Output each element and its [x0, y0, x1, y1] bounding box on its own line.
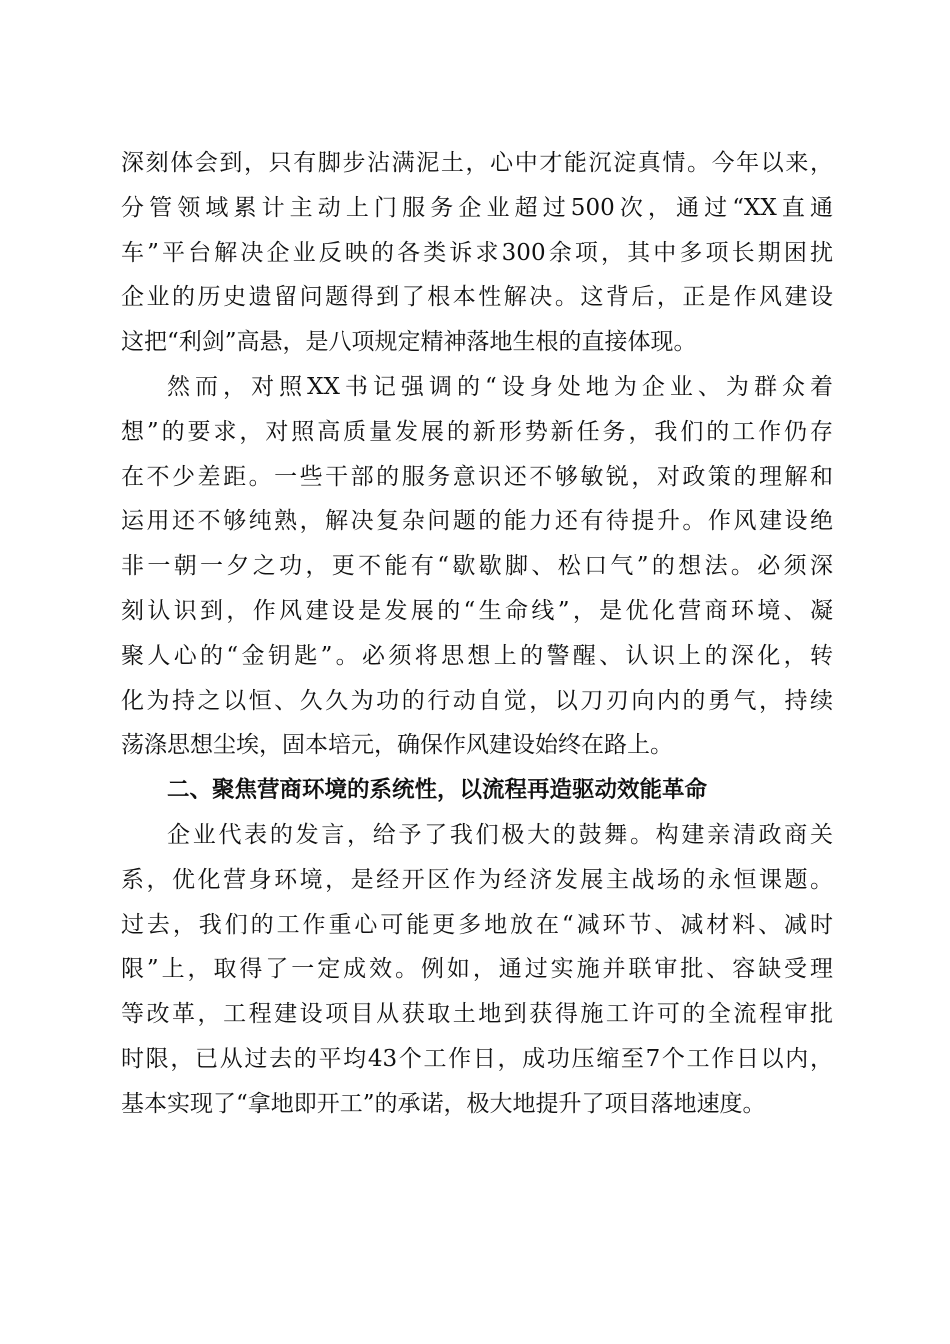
document-body	[121, 141, 833, 1127]
text-line: 非一朝一夕之功，更不能有“歇歇脚、松口气”的想法。必须深	[121, 553, 833, 580]
section-heading: 二、聚焦营商环境的系统性，以流程再造驱动效能革命	[167, 777, 708, 804]
text-line: 企业的历史遗留问题得到了根本性解决。这背后，正是作风建设	[121, 284, 833, 311]
text-line: 在不少差距。一些干部的服务意识还不够敏锐，对政策的理解和	[121, 463, 833, 490]
text-line: 然而，对照XX书记强调的“设身处地为企业、为群众着	[167, 373, 833, 400]
paragraph-3	[121, 813, 833, 1127]
text-line: 限”上，取得了一定成效。例如，通过实施并联审批、容缺受理	[121, 956, 833, 983]
text-line: 刻认识到，作风建设是发展的“生命线”，是优化营商环境、凝	[121, 597, 833, 624]
text-line: 时限，已从过去的平均43个工作日，成功压缩至7个工作日以内，	[121, 1045, 833, 1072]
text-line: 过去，我们的工作重心可能更多地放在“减环节、减材料、减时	[121, 911, 833, 938]
text-line: 荡涤思想尘埃，固本培元，确保作风建设始终在路上。	[121, 732, 673, 759]
text-line: 这把“利剑”高悬，是八项规定精神落地生根的直接体现。	[121, 329, 697, 356]
text-line: 企业代表的发言，给予了我们极大的鼓舞。构建亲清政商关	[167, 821, 833, 848]
text-line: 等改革，工程建设项目从获取土地到获得施工许可的全流程审批	[121, 1001, 833, 1028]
text-line: 深刻体会到，只有脚步沾满泥土，心中才能沉淀真情。今年以来，	[121, 150, 833, 176]
text-line: 分管领域累计主动上门服务企业超过500次，通过“XX直通	[121, 194, 833, 221]
text-line: 想”的要求，对照高质量发展的新形势新任务，我们的工作仍存	[121, 418, 833, 445]
text-line: 运用还不够纯熟，解决复杂问题的能力还有待提升。作风建设绝	[121, 508, 833, 535]
text-line: 聚人心的“金钥匙”。必须将思想上的警醒、认识上的深化，转	[121, 642, 833, 669]
text-line: 系，优化营身环境，是经开区作为经济发展主战场的永恒课题。	[121, 866, 833, 893]
text-line: 基本实现了“拿地即开工”的承诺，极大地提升了项目落地速度。	[121, 1090, 766, 1117]
text-line: 化为持之以恒、久久为功的行动自觉，以刀刃向内的勇气，持续	[121, 687, 833, 714]
paragraph-1	[121, 141, 833, 365]
text-line: 车”平台解决企业反映的各类诉求300余项，其中多项长期困扰	[121, 239, 833, 266]
paragraph-2	[121, 365, 833, 768]
